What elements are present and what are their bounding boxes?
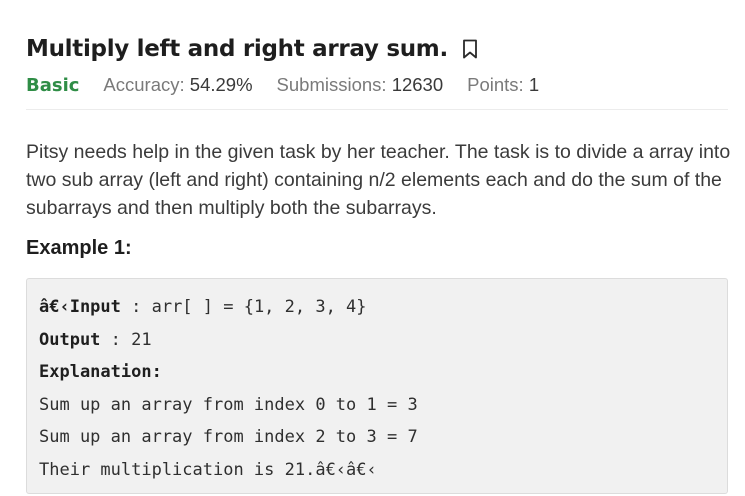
accuracy-stat [103, 74, 252, 96]
accuracy-label: Accuracy: [103, 74, 185, 95]
explanation-label: Explanation: [39, 362, 162, 382]
example-title: Example 1: [26, 237, 132, 259]
example-explanation-label [39, 356, 727, 389]
submissions-value: 12630 [391, 74, 444, 95]
points-stat [467, 74, 539, 96]
explanation-line: Sum up an array from index 2 to 3 = 7 [39, 427, 418, 447]
submissions-label: Submissions: [276, 74, 387, 95]
problem-meta [26, 74, 539, 96]
accuracy-value: 54.29% [189, 74, 253, 95]
input-value: : arr[ ] = {1, 2, 3, 4} [120, 297, 367, 317]
title-row [26, 36, 539, 62]
points-value: 1 [528, 74, 540, 95]
problem-description: Pitsy needs help in the given task by her teacher. The task is to divide a array into two sub array (left and right) containing n/2 elements each and do the sum of the subarrays and then multiply both the subarrays. [26, 141, 731, 219]
explanation-line: Sum up an array from index 0 to 1 = 3 [39, 394, 418, 415]
difficulty-badge: Basic [26, 75, 80, 96]
problem-header [26, 36, 539, 96]
example-code-block [26, 278, 728, 494]
header-divider [26, 109, 728, 110]
input-label: â€‹Input [39, 297, 121, 317]
bookmark-icon[interactable] [462, 39, 478, 59]
problem-title: Multiply left and right array sum. [26, 36, 448, 62]
explanation-line: Their multiplication is 21.â€‹â€‹ [39, 459, 377, 480]
output-label: Output [39, 329, 101, 350]
submissions-stat [277, 74, 444, 96]
example-output-line [39, 324, 727, 357]
points-label: Points: [467, 74, 524, 95]
example-input-line [39, 291, 727, 324]
output-value: : 21 [100, 329, 152, 350]
